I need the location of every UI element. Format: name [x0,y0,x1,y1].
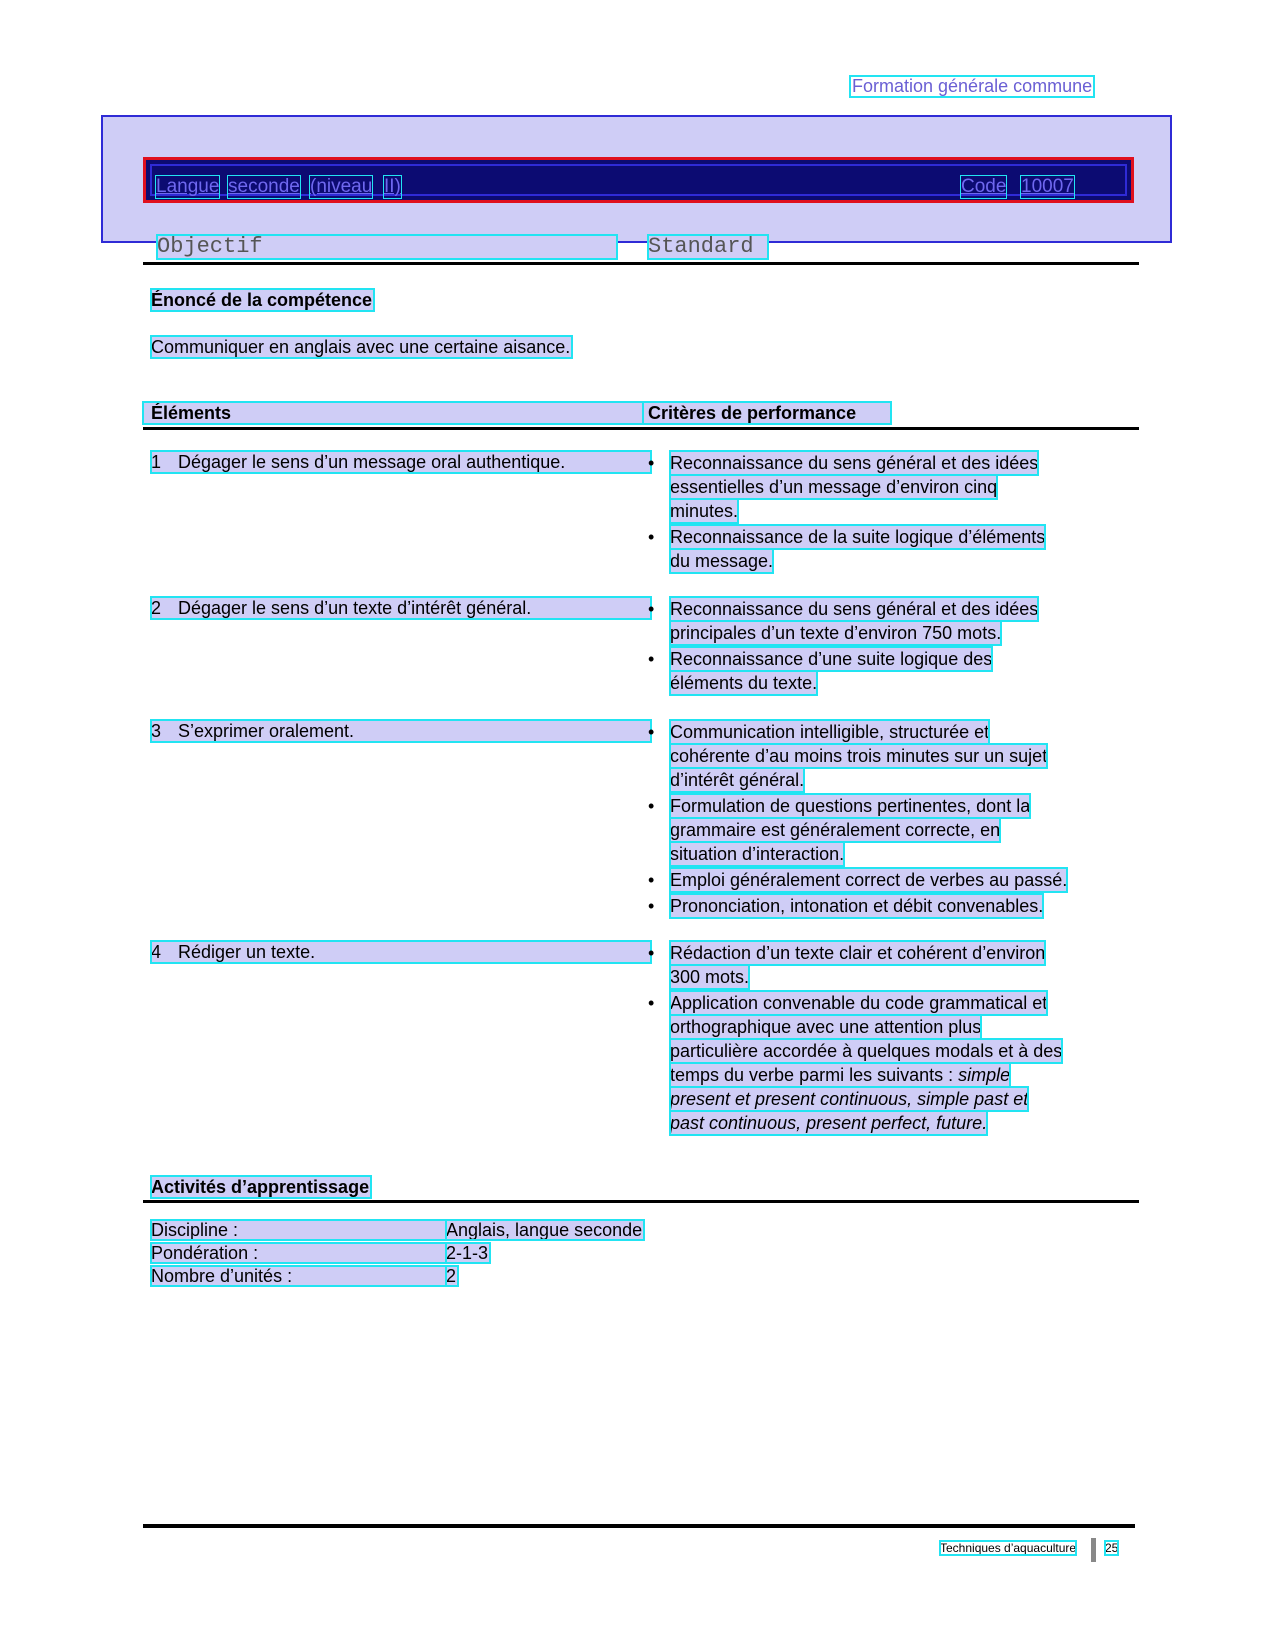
criterion [648,525,1140,573]
course-title-word: seconde [228,176,300,197]
activities-heading: Activités d’apprentissage [151,1177,370,1197]
criterion-line: du message. [670,551,774,571]
criterion-line: Emploi généralement correct de verbes au passé. [670,870,1068,890]
criteria-heading: Critères de performance [643,402,891,424]
criterion-line: minutes. [670,501,739,521]
objective-label: Objectif [157,235,617,259]
criterion-text: temps du verbe parmi les suivants : [670,1065,959,1085]
criterion-line: Application convenable du code grammatical et [670,993,1048,1013]
activity-value: 2 [446,1266,457,1286]
bullet-icon: • [648,527,655,547]
criteria-list [648,597,1140,697]
element-number: 3 [151,721,162,741]
course-title-word: II) [384,176,401,197]
bullet-icon: • [648,993,655,1013]
bullet-icon: • [648,870,655,890]
criterion-line: 300 mots. [670,967,750,987]
criterion-line: Prononciation, intonation et débit convenables. [670,896,1044,916]
criterion-line: Communication intelligible, structurée et [670,722,990,742]
activity-label: Nombre d’unités : [151,1266,446,1286]
criterion-line: Formulation de questions pertinentes, dont la [670,796,1031,816]
activity-label: Discipline : [151,1220,446,1240]
criterion [648,868,1140,892]
criterion-line: principales d’un texte d’environ 750 mots. [670,623,1002,643]
criterion-line: particulière accordée à quelques modals et à des [670,1041,1063,1061]
page-number: 25 [1105,1541,1119,1555]
element-text: S’exprimer oralement. [178,721,355,741]
activities-rule [143,1200,1139,1203]
criterion-line: situation d’interaction. [670,844,845,864]
course-title-word: Langue [156,176,220,197]
bullet-icon: • [648,943,655,963]
criterion [648,597,1140,645]
criteria-list [648,451,1140,575]
activity-value: 2-1-3 [446,1243,489,1263]
criterion-line: cohérente d’au moins trois minutes sur un sujet [670,746,1048,766]
bullet-icon: • [648,453,655,473]
element-item [151,451,651,473]
course-code-value: 10007 [1021,176,1074,197]
columns-rule [143,427,1139,430]
footer-separator [1091,1538,1096,1562]
element-item [151,720,651,742]
competency-statement: Communiquer en anglais avec une certaine aisance. [151,337,571,357]
course-title-word: (niveau [310,176,373,197]
criterion [648,941,1140,989]
criterion-line: Reconnaissance du sens général et des idées [670,599,1039,619]
element-item [151,597,651,619]
criterion-line: essentielles d’un message d’environ cinq [670,477,998,497]
element-text: Rédiger un texte. [178,942,316,962]
element-item [151,941,651,963]
bullet-icon: • [648,796,655,816]
course-code-label: Code [961,176,1007,197]
criterion-line: Reconnaissance d’une suite logique des [670,649,993,669]
criterion-line: éléments du texte. [670,673,818,693]
standard-label: Standard [648,235,768,259]
footer-program: Techniques d’aquaculture [940,1541,1077,1555]
course-title-bar [143,157,1134,203]
criterion-line: past continuous, present perfect, future. [670,1113,988,1133]
criterion-line: present et present continuous, simple past et [670,1089,1029,1109]
header-rule [143,262,1139,265]
competency-heading: Énoncé de la compétence [151,290,373,310]
bullet-icon: • [648,599,655,619]
element-text: Dégager le sens d’un texte d’intérêt général. [178,598,532,618]
bullet-icon: • [648,722,655,742]
criterion [648,647,1140,695]
criterion-line: Rédaction d’un texte clair et cohérent d’environ [670,943,1046,963]
criterion-line: Reconnaissance de la suite logique d’éléments [670,527,1046,547]
elements-heading: Éléments [143,402,643,424]
criterion [648,794,1140,866]
course-title-frame [150,164,1127,196]
element-number: 2 [151,598,162,618]
criterion-line: Reconnaissance du sens général et des idées [670,453,1039,473]
program-label: Formation générale commune [852,76,1093,96]
element-number: 1 [151,452,162,472]
bullet-icon: • [648,896,655,916]
criterion-line: orthographique avec une attention plus [670,1017,982,1037]
criterion-line: d’intérêt général. [670,770,805,790]
criterion [648,720,1140,792]
activity-value: Anglais, langue seconde [446,1220,643,1240]
criterion [648,451,1140,523]
activity-label: Pondération : [151,1243,446,1263]
footer-rule [143,1524,1135,1528]
criterion-italic-text: simple [958,1065,1011,1085]
criterion-line: grammaire est généralement correcte, en [670,820,1001,840]
criteria-list [648,720,1140,920]
element-number: 4 [151,942,162,962]
criterion [648,991,1140,1135]
bullet-icon: • [648,649,655,669]
criterion-line [670,1063,1010,1087]
criterion [648,894,1140,918]
criteria-list [648,941,1140,1137]
element-text: Dégager le sens d’un message oral authentique. [178,452,566,472]
